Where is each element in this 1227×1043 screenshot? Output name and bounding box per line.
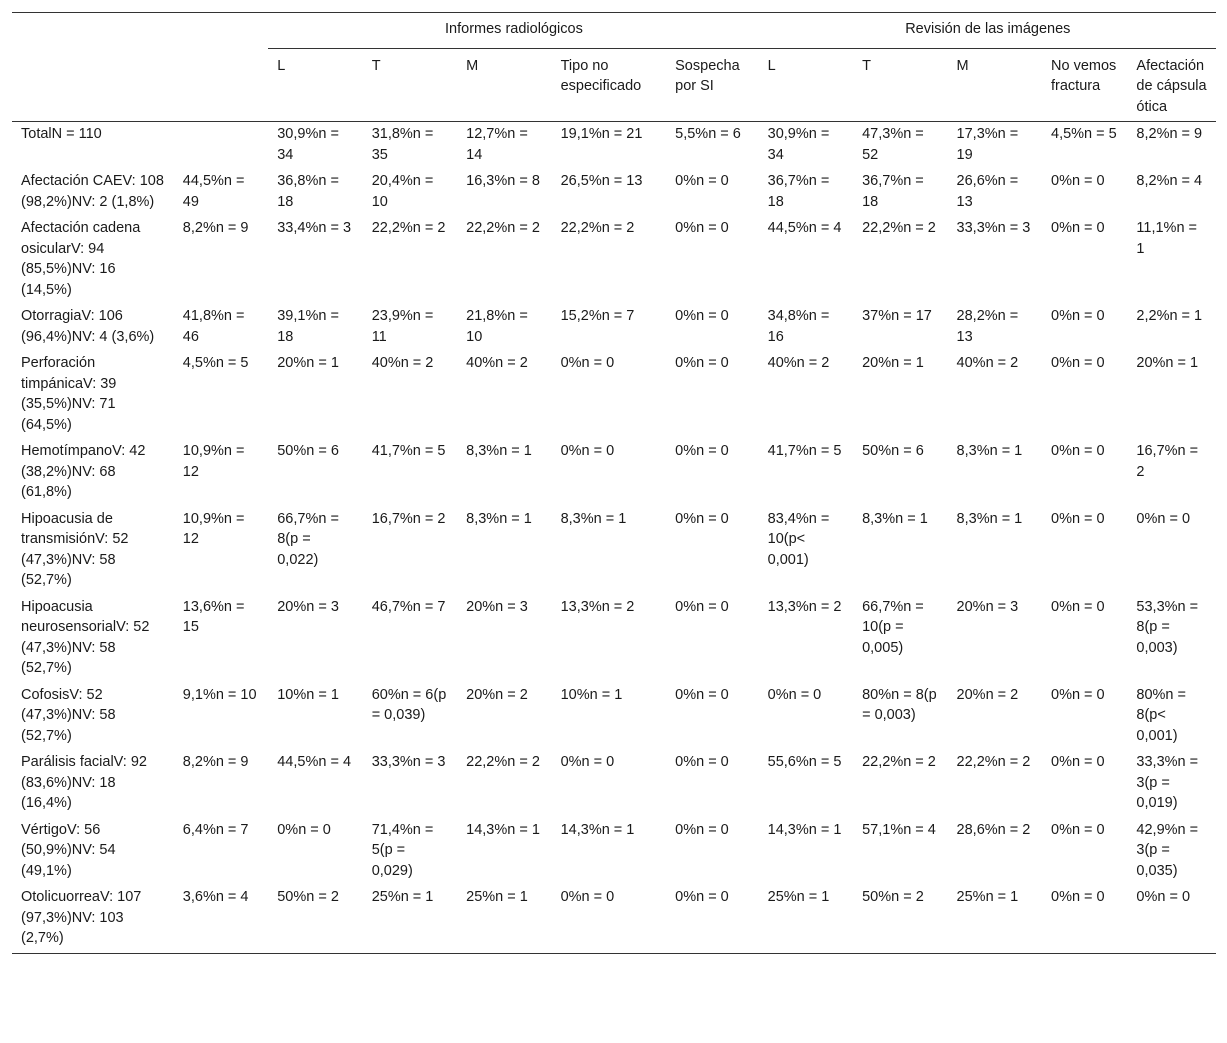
data-cell: 8,2%n = 4 [1136, 173, 1203, 189]
data-cell: 40%n = 2 [956, 355, 1019, 371]
row-label: Afectación cadena osicularV: 94 (85,5%)NV: 16 (14,5%) [21, 220, 141, 298]
data-cell: 2,2%n = 1 [1136, 308, 1203, 324]
row-label: OtorragiaV: 106 (96,4%)NV: 4 (3,6%) [21, 308, 155, 345]
data-cell: 41,7%n = 5 [371, 443, 446, 459]
data-cell: 20%n = 2 [466, 686, 528, 703]
column-header: M [956, 57, 969, 74]
data-cell: 39,1%n = 18 [277, 308, 339, 345]
column-header: Sospecha por SI [675, 57, 740, 94]
data-cell: 0%n = 0 [675, 598, 729, 615]
data-cell: 20%n = 3 [277, 598, 339, 615]
data-cell: 0%n = 0 [675, 308, 729, 324]
data-cell: 0%n = 0 [675, 443, 729, 459]
table-row [12, 304, 1216, 351]
row-percentage: 10,9%n = 12 [182, 510, 245, 547]
data-cell: 21,8%n = 10 [466, 308, 528, 345]
table-row [12, 750, 1216, 818]
table-row [12, 683, 1216, 751]
data-cell: 0%n = 0 [675, 821, 729, 838]
data-cell: 12,7%n = 14 [466, 126, 528, 163]
data-cell: 0%n = 0 [1051, 821, 1105, 838]
data-cell: 8,3%n = 1 [862, 510, 928, 527]
data-cell: 80%n = 8(p = 0,003) [862, 686, 937, 723]
row-percentage: 8,2%n = 9 [182, 754, 249, 770]
data-cell: 44,5%n = 4 [277, 754, 352, 770]
table-row [12, 885, 1216, 953]
data-cell: 36,7%n = 18 [767, 173, 830, 210]
data-cell: 5,5%n = 6 [675, 126, 741, 142]
row-label: Parálisis facialV: 92 (83,6%)NV: 18 (16,4%) [21, 754, 147, 811]
column-header: L [767, 57, 776, 74]
data-cell: 47,3%n = 52 [862, 126, 924, 163]
data-cell: 0%n = 0 [1051, 754, 1105, 770]
data-cell: 13,3%n = 2 [560, 598, 635, 615]
group-header-informes: Informes radiológicos [268, 13, 758, 49]
data-cell: 22,2%n = 2 [560, 220, 635, 236]
row-label: VértigoV: 56 (50,9%)NV: 54 (49,1%) [21, 821, 116, 879]
data-cell: 20%n = 1 [1136, 355, 1199, 371]
data-cell: 83,4%n = 10(p< 0,001) [767, 510, 830, 568]
data-cell: 34,8%n = 16 [767, 308, 830, 345]
data-cell: 33,4%n = 3 [277, 220, 352, 236]
empty-header-cell [12, 13, 174, 49]
data-cell: 22,2%n = 2 [371, 220, 446, 236]
data-cell: 0%n = 0 [1051, 308, 1105, 324]
row-label: Hipoacusia neurosensorialV: 52 (47,3%)NV: 58 (52,7%) [21, 598, 150, 676]
data-cell: 22,2%n = 2 [862, 754, 936, 770]
data-cell: 36,7%n = 18 [862, 173, 924, 210]
data-cell: 0%n = 0 [675, 355, 729, 371]
data-cell: 0%n = 0 [675, 889, 729, 905]
data-cell: 0%n = 0 [675, 220, 729, 236]
column-header-row [12, 48, 1216, 122]
column-header: M [466, 57, 479, 74]
data-cell: 0%n = 0 [1051, 220, 1105, 236]
data-cell: 30,9%n = 34 [767, 126, 830, 163]
data-cell: 10%n = 1 [560, 686, 623, 703]
row-label: OtolicuorreaV: 107 (97,3%)NV: 103 (2,7%) [21, 889, 142, 946]
data-cell: 14,3%n = 1 [560, 821, 635, 838]
column-header: Tipo no especificado [560, 57, 642, 94]
data-cell: 20%n = 3 [956, 598, 1019, 615]
table-row [12, 169, 1216, 216]
row-percentage [174, 122, 268, 170]
data-cell: 33,3%n = 3 [371, 754, 446, 770]
data-cell: 66,7%n = 10(p = 0,005) [862, 598, 924, 656]
data-cell: 50%n = 6 [277, 443, 339, 459]
data-cell: 28,2%n = 13 [956, 308, 1019, 345]
row-percentage: 8,2%n = 9 [182, 220, 249, 236]
data-cell: 8,3%n = 1 [956, 443, 1023, 459]
data-cell: 0%n = 0 [560, 355, 615, 371]
table-row [12, 216, 1216, 304]
column-header: L [277, 57, 286, 74]
group-header-revision: Revisión de las imágenes [759, 13, 1216, 49]
data-cell: 19,1%n = 21 [560, 126, 643, 142]
data-cell: 0%n = 0 [675, 686, 729, 703]
data-cell: 4,5%n = 5 [1051, 126, 1117, 142]
data-cell: 42,9%n = 3(p = 0,035) [1136, 821, 1199, 879]
data-cell: 8,3%n = 1 [956, 510, 1023, 527]
data-cell: 25%n = 1 [466, 889, 528, 905]
row-percentage: 41,8%n = 46 [182, 308, 245, 345]
data-cell: 8,3%n = 1 [466, 443, 532, 459]
data-cell: 8,2%n = 9 [1136, 126, 1203, 142]
row-percentage: 4,5%n = 5 [182, 355, 249, 371]
data-cell: 60%n = 6(p = 0,039) [371, 686, 447, 723]
data-cell: 0%n = 0 [560, 754, 615, 770]
data-cell: 20,4%n = 10 [371, 173, 434, 210]
row-percentage: 9,1%n = 10 [182, 686, 257, 703]
data-cell: 53,3%n = 8(p = 0,003) [1136, 598, 1199, 656]
data-cell: 0%n = 0 [560, 889, 615, 905]
data-cell: 14,3%n = 1 [767, 821, 842, 838]
data-cell: 28,6%n = 2 [956, 821, 1031, 838]
data-cell: 13,3%n = 2 [767, 598, 842, 615]
data-cell: 16,7%n = 2 [1136, 443, 1199, 480]
row-label: Perforación timpánicaV: 39 (35,5%)NV: 71 (64,5%) [21, 355, 117, 433]
row-label: HemotímpanoV: 42 (38,2%)NV: 68 (61,8%) [21, 443, 146, 500]
data-cell: 8,3%n = 1 [466, 510, 532, 527]
data-cell: 20%n = 3 [466, 598, 528, 615]
results-table [12, 12, 1216, 954]
data-cell: 0%n = 0 [560, 443, 615, 459]
data-cell: 8,3%n = 1 [560, 510, 627, 527]
data-cell: 22,2%n = 2 [466, 754, 540, 770]
row-label: Afectación CAEV: 108 (98,2%)NV: 2 (1,8%) [21, 173, 164, 210]
table-row [12, 818, 1216, 886]
data-cell: 0%n = 0 [1051, 598, 1105, 615]
data-cell: 44,5%n = 4 [767, 220, 842, 236]
data-cell: 20%n = 1 [862, 355, 924, 371]
data-cell: 0%n = 0 [1051, 686, 1105, 703]
data-cell: 0%n = 0 [675, 754, 729, 770]
row-label: CofosisV: 52 (47,3%)NV: 58 (52,7%) [21, 686, 116, 744]
data-cell: 46,7%n = 7 [371, 598, 446, 615]
row-percentage: 13,6%n = 15 [182, 598, 245, 635]
data-cell: 0%n = 0 [767, 686, 822, 703]
data-cell: 50%n = 6 [862, 443, 924, 459]
data-cell: 30,9%n = 34 [277, 126, 339, 163]
data-cell: 0%n = 0 [1051, 443, 1105, 459]
row-percentage: 3,6%n = 4 [182, 889, 249, 905]
table-row [12, 351, 1216, 439]
table-row [12, 507, 1216, 595]
column-header: No vemos fractura [1051, 57, 1117, 94]
data-cell: 0%n = 0 [675, 510, 729, 527]
data-cell: 0%n = 0 [1051, 173, 1105, 189]
data-cell: 22,2%n = 2 [956, 754, 1031, 770]
data-cell: 14,3%n = 1 [466, 821, 540, 838]
row-label: Hipoacusia de transmisiónV: 52 (47,3%)NV: 58 (52,7%) [21, 510, 129, 588]
data-cell: 10%n = 1 [277, 686, 339, 703]
column-header: T [862, 57, 871, 74]
data-cell: 0%n = 0 [277, 821, 331, 838]
data-cell: 16,7%n = 2 [371, 510, 446, 527]
data-cell: 25%n = 1 [371, 889, 434, 905]
table-row [12, 122, 1216, 170]
data-cell: 0%n = 0 [1136, 889, 1191, 905]
data-cell: 33,3%n = 3 [956, 220, 1031, 236]
data-cell: 0%n = 0 [1051, 510, 1105, 527]
data-cell: 0%n = 0 [1051, 889, 1105, 905]
data-cell: 20%n = 2 [956, 686, 1019, 703]
data-cell: 55,6%n = 5 [767, 754, 842, 770]
table-row [12, 439, 1216, 507]
data-cell: 25%n = 1 [767, 889, 830, 905]
data-cell: 33,3%n = 3(p = 0,019) [1136, 754, 1199, 811]
data-cell: 36,8%n = 18 [277, 173, 339, 210]
data-cell: 0%n = 0 [1051, 355, 1105, 371]
data-cell: 17,3%n = 19 [956, 126, 1019, 163]
data-cell: 11,1%n = 1 [1136, 220, 1198, 257]
empty-header-cell [174, 48, 268, 122]
empty-header-cell [174, 13, 268, 49]
data-cell: 25%n = 1 [956, 889, 1019, 905]
group-header-row [12, 13, 1216, 49]
data-cell: 20%n = 1 [277, 355, 339, 371]
data-cell: 57,1%n = 4 [862, 821, 936, 838]
data-cell: 31,8%n = 35 [371, 126, 434, 163]
data-cell: 41,7%n = 5 [767, 443, 842, 459]
data-cell: 23,9%n = 11 [371, 308, 434, 345]
row-percentage: 10,9%n = 12 [182, 443, 245, 480]
data-cell: 50%n = 2 [862, 889, 924, 905]
data-cell: 26,6%n = 13 [956, 173, 1019, 210]
data-cell: 0%n = 0 [675, 173, 729, 189]
row-percentage: 44,5%n = 49 [182, 173, 245, 210]
column-header: T [371, 57, 381, 74]
data-cell: 66,7%n = 8(p = 0,022) [277, 510, 339, 568]
data-cell: 71,4%n = 5(p = 0,029) [371, 821, 434, 879]
table-row [12, 595, 1216, 683]
row-percentage: 6,4%n = 7 [182, 821, 249, 838]
data-cell: 40%n = 2 [767, 355, 830, 371]
data-cell: 40%n = 2 [466, 355, 528, 371]
data-cell: 40%n = 2 [371, 355, 434, 371]
data-cell: 22,2%n = 2 [466, 220, 540, 236]
data-cell: 26,5%n = 13 [560, 173, 643, 189]
data-cell: 50%n = 2 [277, 889, 339, 905]
data-cell: 37%n = 17 [862, 308, 932, 324]
data-cell: 22,2%n = 2 [862, 220, 936, 236]
row-label: TotalN = 110 [21, 126, 102, 142]
data-cell: 0%n = 0 [1136, 510, 1191, 527]
data-cell: 16,3%n = 8 [466, 173, 540, 189]
column-header: Afectación de cápsula ótica [1136, 57, 1207, 115]
empty-header-cell [12, 48, 174, 122]
data-cell: 15,2%n = 7 [560, 308, 635, 324]
data-cell: 80%n = 8(p< 0,001) [1136, 686, 1186, 744]
